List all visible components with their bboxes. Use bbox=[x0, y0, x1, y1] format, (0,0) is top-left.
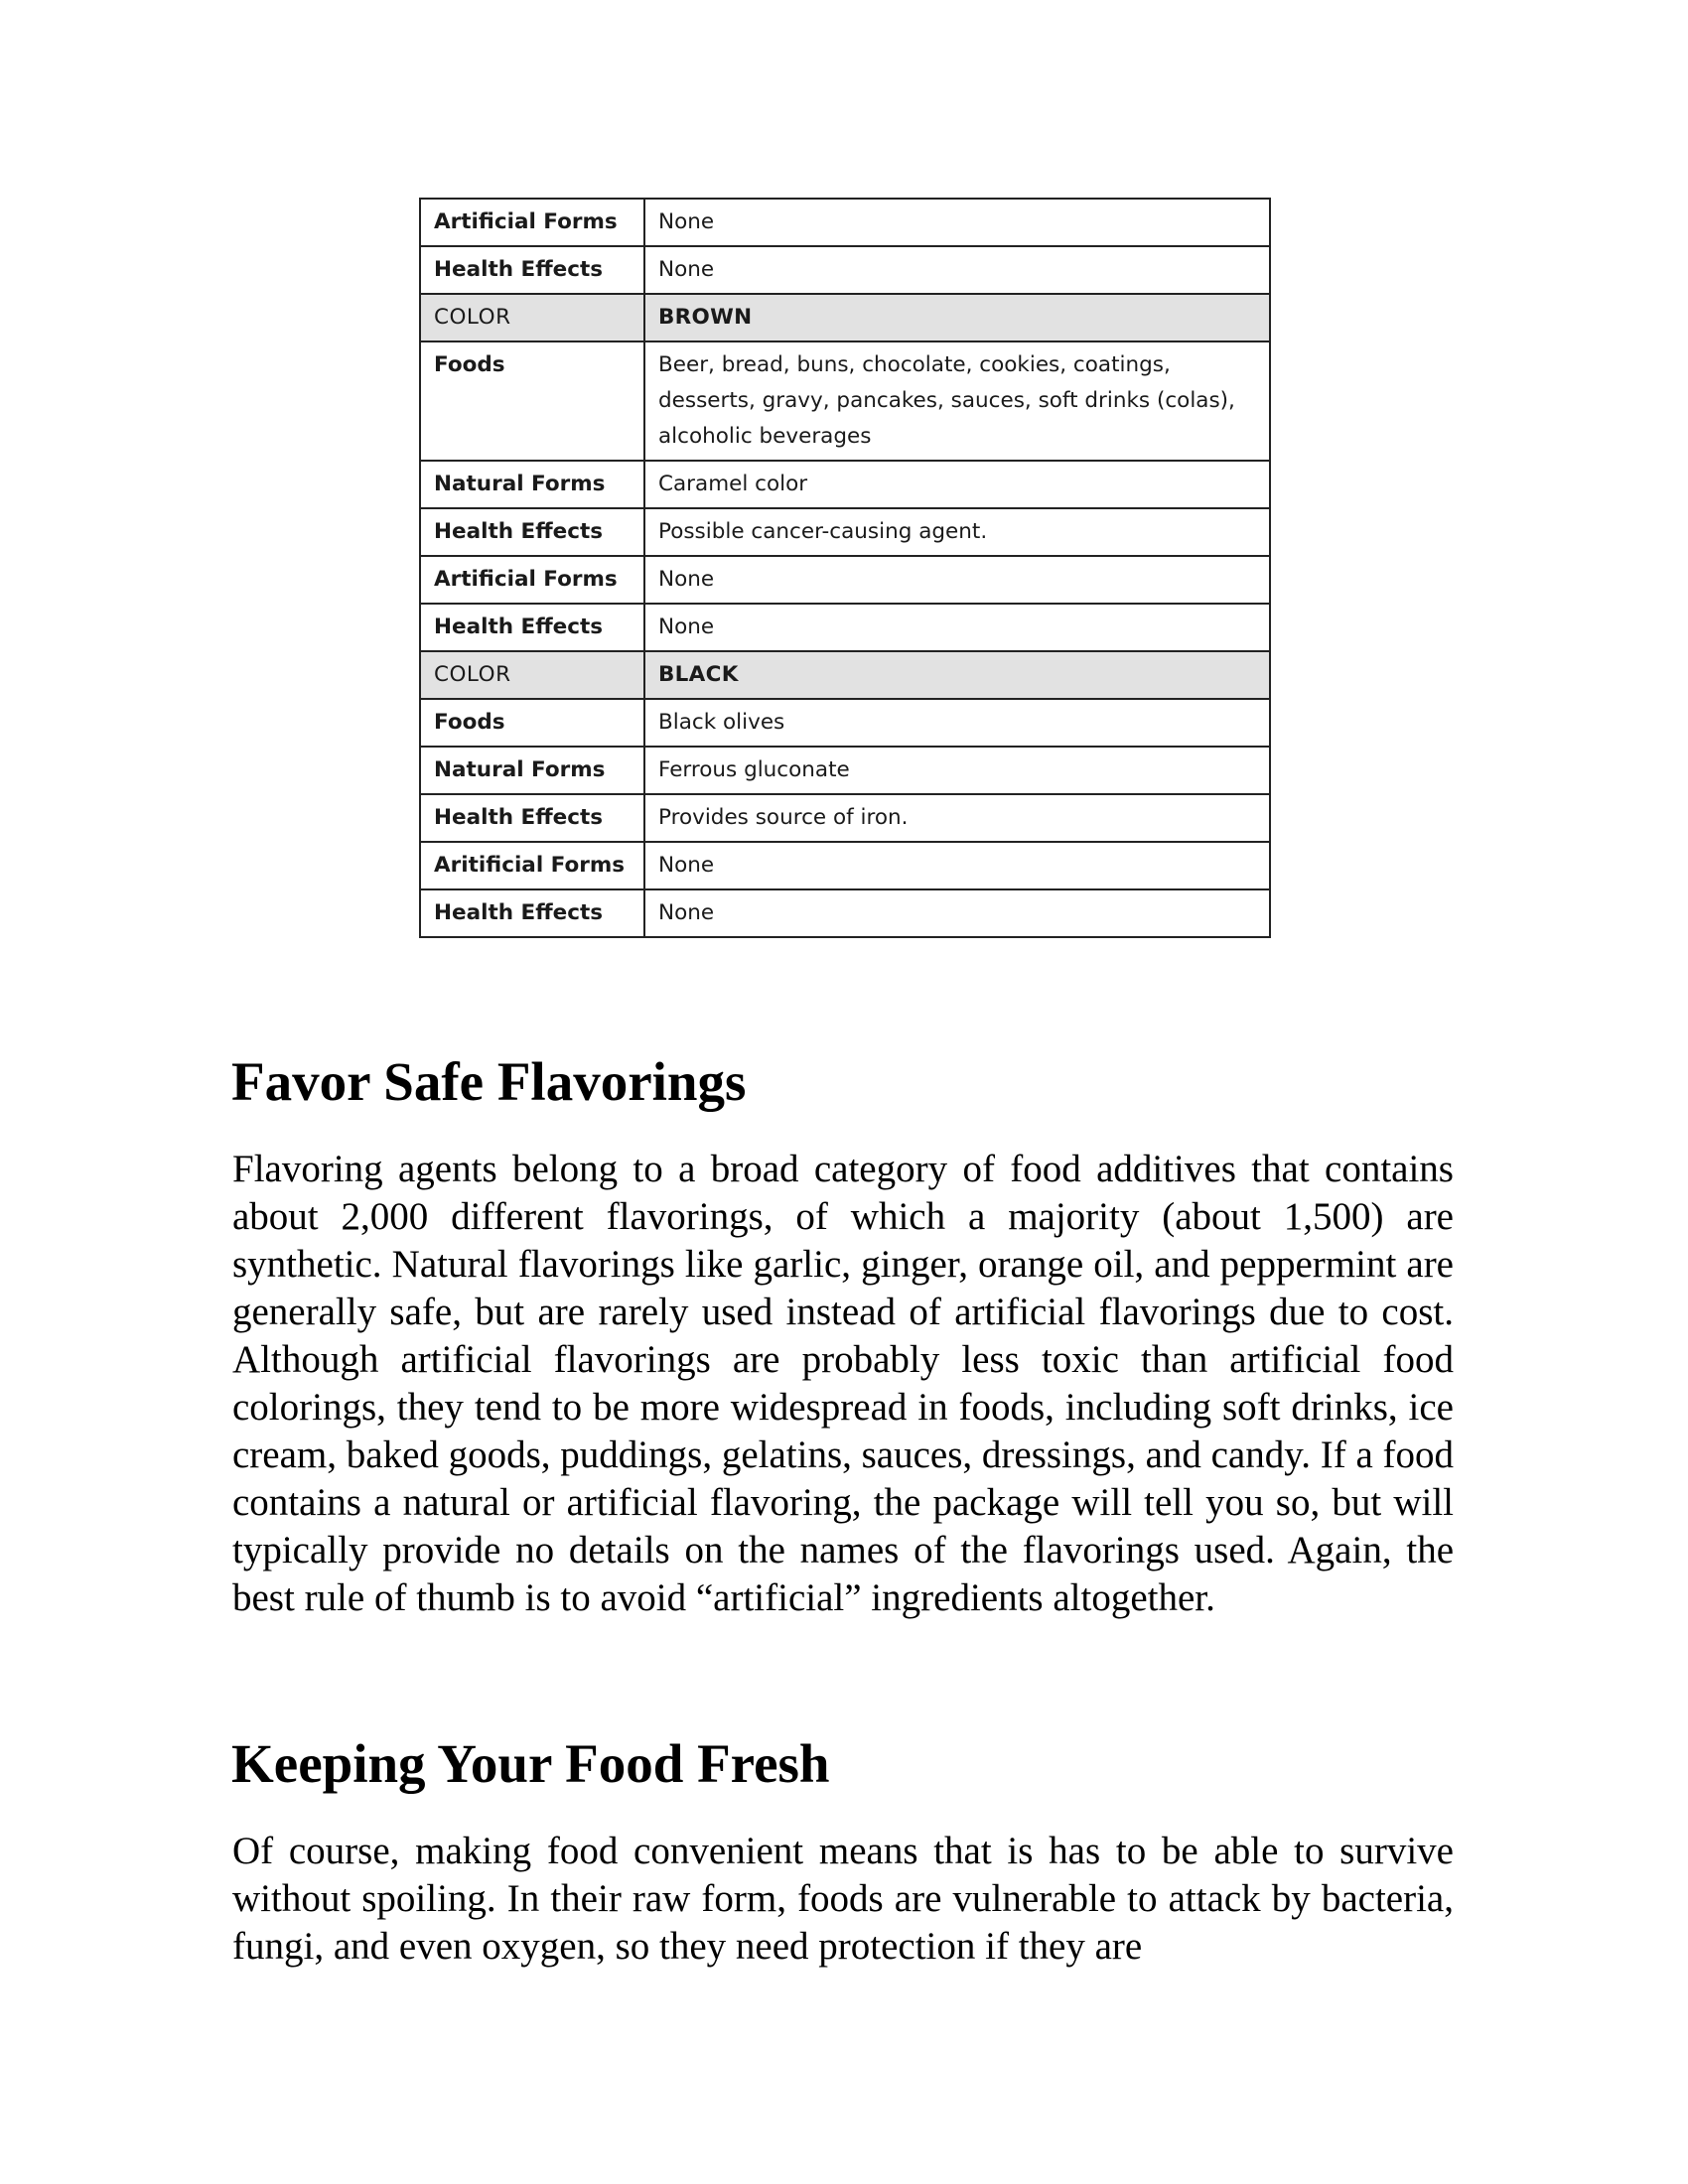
table-row bbox=[420, 747, 1270, 794]
table-row bbox=[420, 341, 1270, 461]
row-value: None bbox=[644, 246, 1270, 294]
row-value: Possible cancer-causing agent. bbox=[644, 508, 1270, 556]
section-paragraph-keeping-food-fresh: Of course, making food convenient means that is has to be able to survive without spoiling. In their raw form, foods are vulnerable to attack by bacteria, fungi, and even oxygen, so they need protection if they are bbox=[232, 1830, 1454, 1968]
row-value: None bbox=[644, 842, 1270, 889]
color-header-value: BROWN bbox=[644, 294, 1270, 341]
color-header-row bbox=[420, 651, 1270, 699]
row-label: Artificial Forms bbox=[420, 199, 644, 246]
row-value: None bbox=[644, 604, 1270, 651]
food-color-table bbox=[419, 198, 1271, 938]
food-color-table-body bbox=[420, 199, 1270, 937]
row-label: Natural Forms bbox=[420, 747, 644, 794]
color-header-label: COLOR bbox=[420, 294, 644, 341]
row-value: Beer, bread, buns, chocolate, cookies, coatings, desserts, gravy, pancakes, sauces, soft drinks (colas), alcoholic beverages bbox=[644, 341, 1270, 461]
color-header-value: BLACK bbox=[644, 651, 1270, 699]
row-label: Health Effects bbox=[420, 604, 644, 651]
row-value: Caramel color bbox=[644, 461, 1270, 508]
table-row bbox=[420, 604, 1270, 651]
row-value: Ferrous gluconate bbox=[644, 747, 1270, 794]
row-value: None bbox=[644, 889, 1270, 937]
row-label: Foods bbox=[420, 699, 644, 747]
table-row bbox=[420, 246, 1270, 294]
table-row bbox=[420, 199, 1270, 246]
row-label: Aritificial Forms bbox=[420, 842, 644, 889]
table-row bbox=[420, 699, 1270, 747]
row-label: Health Effects bbox=[420, 889, 644, 937]
section-heading-favor-safe-flavorings: Favor Safe Flavorings bbox=[231, 1051, 747, 1112]
table-row bbox=[420, 842, 1270, 889]
row-label: Foods bbox=[420, 341, 644, 461]
color-header-row bbox=[420, 294, 1270, 341]
table-row bbox=[420, 461, 1270, 508]
section-paragraph-favor-safe-flavorings: Flavoring agents belong to a broad category of food additives that contains about 2,000 different flavorings, of which a majority (about 1,500) are synthetic. Natural flavorings like garlic, ginger, orange oil, and peppermint are generally safe, but are rarely used instead of artificial flavorings due to cost. Although artificial flavorings are probably less toxic than artificial food colorings, they tend to be more widespread in foods, including soft drinks, ice cream, baked goods, puddings, gelatins, sauces, dressings, and candy. If a food contains a natural or artificial flavoring, the package will tell you so, but will typically provide no details on the names of the flavorings used. Again, the best rule of thumb is to avoid “artificial” ingredients altogether. bbox=[232, 1148, 1454, 1619]
row-value: None bbox=[644, 199, 1270, 246]
row-value: Provides source of iron. bbox=[644, 794, 1270, 842]
table-row bbox=[420, 794, 1270, 842]
table-row bbox=[420, 889, 1270, 937]
row-label: Natural Forms bbox=[420, 461, 644, 508]
table-row bbox=[420, 556, 1270, 604]
row-label: Health Effects bbox=[420, 508, 644, 556]
row-value: Black olives bbox=[644, 699, 1270, 747]
row-value: None bbox=[644, 556, 1270, 604]
section-heading-keeping-food-fresh: Keeping Your Food Fresh bbox=[231, 1733, 830, 1794]
color-header-label: COLOR bbox=[420, 651, 644, 699]
row-label: Health Effects bbox=[420, 246, 644, 294]
table-row bbox=[420, 508, 1270, 556]
row-label: Health Effects bbox=[420, 794, 644, 842]
row-label: Artificial Forms bbox=[420, 556, 644, 604]
